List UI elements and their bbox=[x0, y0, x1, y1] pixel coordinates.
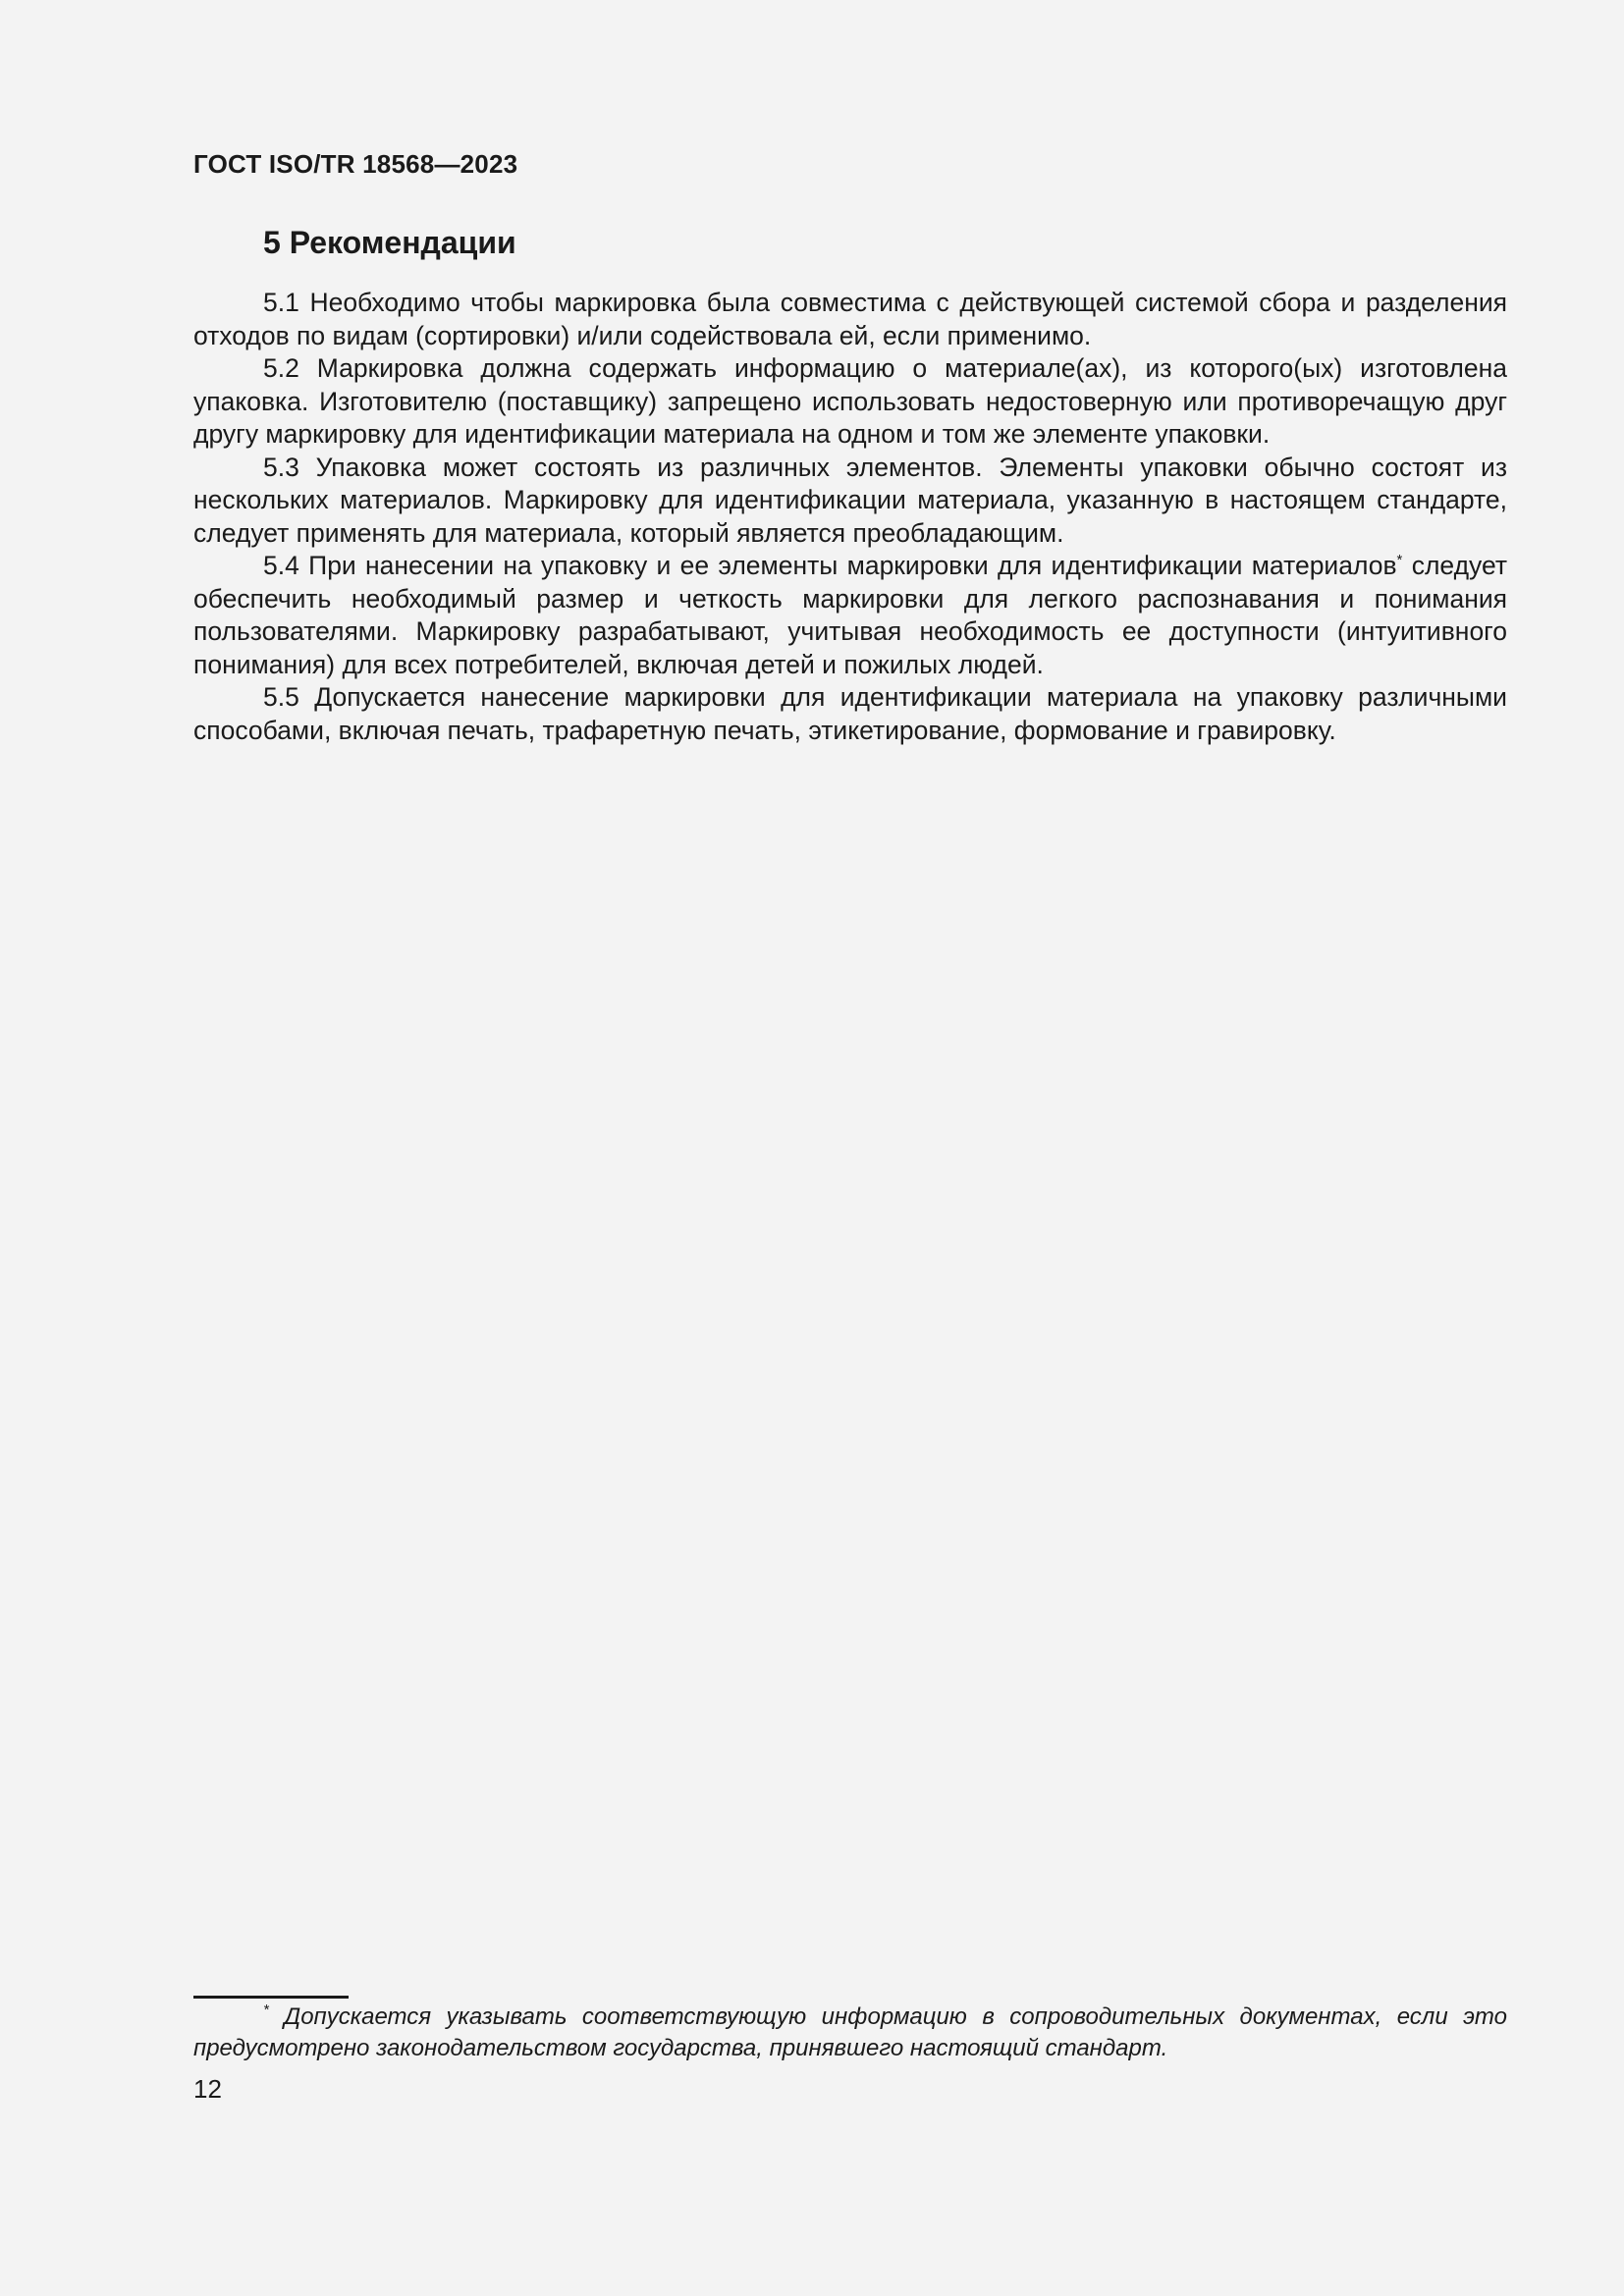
paragraph-5-4-text-after: следует обеспечить необходимый размер и четкость маркировки для легкого распознавания и понимания пользователями. Маркировку разрабатывают, учитывая необходимость ее доступности (интуитивного понимания) для всех потребителей, включая детей и пожилых людей. bbox=[193, 551, 1507, 679]
paragraph-5-4-text-before: 5.4 При нанесении на упаковку и ее элементы маркировки для идентификации материалов bbox=[263, 551, 1397, 580]
footnote bbox=[193, 2002, 1507, 2064]
section-title: 5 Рекомендации bbox=[263, 225, 516, 260]
paragraph-5-4 bbox=[193, 550, 1507, 681]
footnote-separator bbox=[193, 1996, 349, 1999]
paragraph-5-5: 5.5 Допускается нанесение маркировки для идентификации материала на упаковку различными способами, включая печать, трафаретную печать, этикетирование, формование и гравировку. bbox=[193, 682, 1507, 745]
footnote-reference: * bbox=[1396, 552, 1403, 568]
paragraph-5-3: 5.3 Упаковка может состоять из различных элементов. Элементы упаковки обычно состоят из нескольких материалов. Маркировку для идентификации материала, указанную в настоящем стандарте, следует применять для материала, который является преобладающим. bbox=[193, 452, 1507, 548]
page-number: 12 bbox=[193, 2074, 222, 2104]
footnote-mark: * bbox=[263, 2002, 269, 2018]
paragraph-5-1: 5.1 Необходимо чтобы маркировка была совместима с действующей системой сбора и разделения отходов по видам (сортировки) и/или содействовала ей, если применимо. bbox=[193, 288, 1507, 350]
section-body bbox=[193, 287, 1507, 747]
paragraph-5-2: 5.2 Маркировка должна содержать информацию о материале(ах), из которого(ых) изготовлена упаковка. Изготовителю (поставщику) запрещено использовать недостоверную или противоречащую друг другу маркировку для идентификации материала на одном и том же элементе упаковки. bbox=[193, 353, 1507, 449]
footnote-text: Допускается указывать соответствующую информацию в сопроводительных документах, если это предусмотрено законодательством государства, принявшего настоящий стандарт. bbox=[193, 2003, 1507, 2061]
document-header: ГОСТ ISO/TR 18568—2023 bbox=[193, 149, 518, 179]
